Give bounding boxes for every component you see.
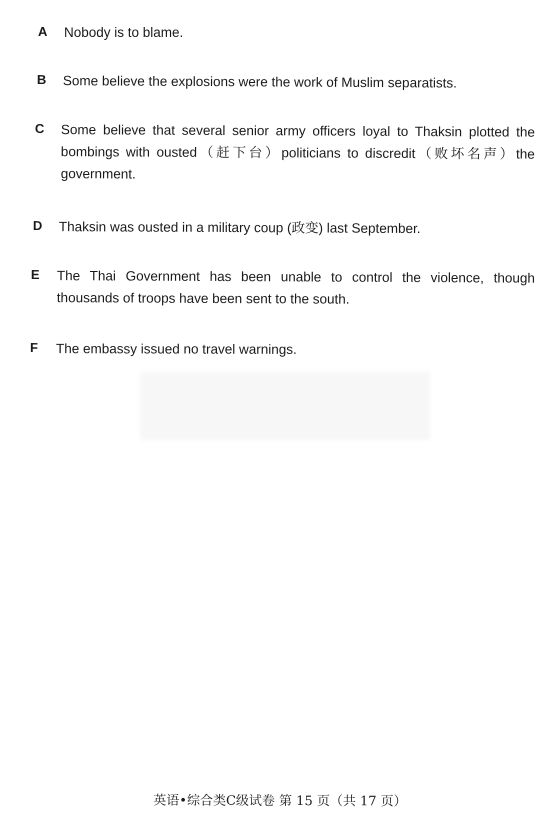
option-a [38, 22, 538, 44]
option-text: Nobody is to blame. [64, 25, 184, 40]
option-e [31, 265, 535, 312]
page-footer: 英语•综合类C级试卷 第 15 页（共 17 页） [153, 793, 407, 810]
option-letter: C [34, 120, 45, 137]
option-letter: A [38, 24, 48, 39]
option-text: The Thai Government has been unable to control the violence, though thousands of troops have been sent to the south. [56, 268, 535, 307]
option-letter: F [29, 340, 38, 356]
scan-smudge [140, 372, 430, 440]
option-letter: B [36, 71, 47, 88]
option-d [33, 216, 533, 241]
option-c [35, 119, 535, 188]
option-letter: E [30, 266, 40, 283]
option-text: The embassy issued no travel warnings. [55, 341, 297, 357]
option-text: Thaksin was ousted in a military coup (政变) last September. [58, 219, 421, 237]
option-text: Some believe that several senior army officers loyal to Thaksin plotted the bombings with ousted（赶下台）politicians to discredit（败坏名声）the government. [60, 122, 535, 182]
option-letter: D [32, 217, 43, 234]
option-b [37, 70, 537, 95]
option-f [30, 338, 530, 362]
option-text: Some believe the explosions were the work of Muslim separatists. [62, 73, 457, 91]
